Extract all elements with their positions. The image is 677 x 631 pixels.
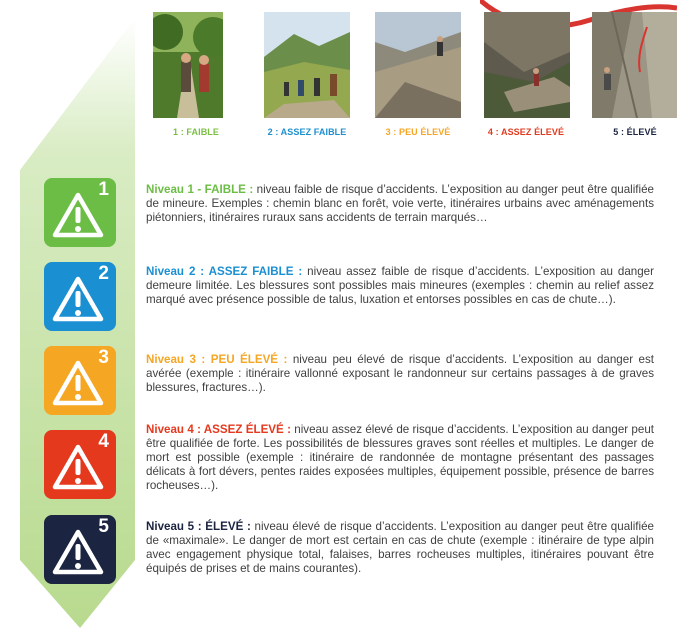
- level-5-text: niveau élevé de risque d’accidents. L’exposition au danger peut être qualifiée de «maximale». Le danger de mort est certain en cas de chute (exemple : itinéraire de type alpin avec engagement physique total, falaises, barres rocheuses multiples, itinéraires pouvant être équipés de prises et de mains courantes).: [146, 520, 654, 576]
- level-2-description: [146, 265, 654, 307]
- warning-badge-3: [44, 346, 116, 415]
- warning-triangle-icon: [52, 360, 104, 406]
- level-5-title: Niveau 5 : ÉLEVÉ :: [146, 520, 251, 533]
- warning-triangle-icon: [52, 192, 104, 238]
- badge-number: 3: [98, 347, 109, 368]
- forest-path-photo: [153, 12, 223, 118]
- level-4-text: niveau assez élevé de risque d’accidents. L’exposition au danger peut être qualifiée de forte. Les possibilités de blessures graves sont réelles et multiples. Le danger de mort est possible (exemple : itinéraire de randonnée de montagne présentant des passages délicats à fort dévers, pentes raides exposées multiples, équipement possible, présence de barres rocheuses…).: [146, 423, 655, 493]
- photo-caption-3: 3 : PEU ÉLEVÉ: [385, 127, 451, 137]
- level-5-description: [146, 520, 654, 576]
- level-4-title: Niveau 4 : ASSEZ ÉLEVÉ :: [146, 423, 291, 436]
- warning-badge-5: [44, 515, 116, 584]
- level-1-description: [146, 183, 654, 225]
- badge-number: 2: [98, 263, 109, 284]
- badge-number: 5: [98, 516, 109, 537]
- level-1-text: niveau faible de risque d’accidents. L’exposition au danger peut être qualifiée de mineure. Exemples : chemin blanc en forêt, voie verte, itinéraires urbains avec aménagements piétonniers, itinéraires ruraux sans accidents de terrain marqués…: [146, 183, 655, 225]
- warning-triangle-icon: [52, 276, 104, 322]
- photo-caption-4: 4 : ASSEZ ÉLEVÉ: [487, 127, 565, 137]
- badge-number: 4: [98, 431, 109, 452]
- cliff-path-photo: [484, 12, 570, 118]
- warning-badge-2: [44, 262, 116, 331]
- level-2-title: Niveau 2 : ASSEZ FAIBLE :: [146, 265, 303, 278]
- level-3-description: [146, 353, 654, 395]
- photo-strip: [0, 0, 677, 145]
- photo-caption-1: 1 : FAIBLE: [172, 127, 219, 137]
- level-3-text: niveau peu élevé de risque d’accidents. L’exposition au danger est avérée (exemple : itinéraire vallonné exposant le randonneur sur certains passages à de graves blessures, fractures…).: [146, 353, 654, 395]
- warning-badge-1: [44, 178, 116, 247]
- rocky-slope-photo: [375, 12, 461, 118]
- level-4-description: [146, 423, 654, 493]
- warning-badge-4: [44, 430, 116, 499]
- photo-caption-2: 2 : ASSEZ FAIBLE: [267, 127, 347, 137]
- warning-triangle-icon: [52, 444, 104, 490]
- rock-climbing-photo: [592, 12, 677, 118]
- level-2-text: niveau assez faible de risque d’accidents. L’exposition au danger demeure limitée. Les blessures sont possibles mais mineures (exemples : chemin au relief assez marqué avec présence possible de talus, luxation et entorses possibles en cas de chute…).: [146, 265, 654, 307]
- photo-caption-5: 5 : ÉLEVÉ: [613, 127, 657, 137]
- warning-triangle-icon: [52, 529, 104, 575]
- hills-hikers-photo: [264, 12, 350, 118]
- level-3-title: Niveau 3 : PEU ÉLEVÉ :: [146, 353, 288, 366]
- level-1-title: Niveau 1 - FAIBLE :: [146, 183, 254, 196]
- badge-number: 1: [98, 179, 109, 200]
